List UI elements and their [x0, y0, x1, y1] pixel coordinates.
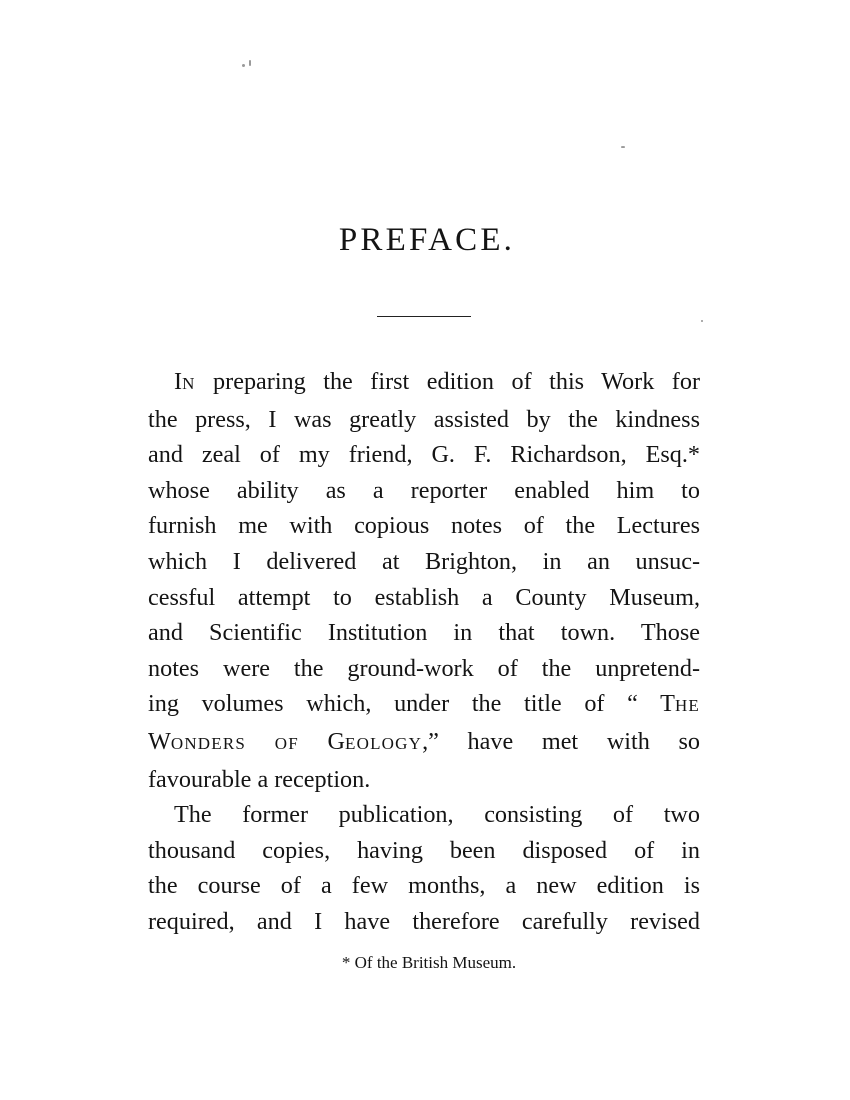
footnote [0, 953, 850, 973]
text-line: The former publication, consisting of two [174, 801, 700, 829]
text-line: required, and I have therefore carefully revised [148, 907, 700, 935]
small-caps: ONDERS [170, 733, 247, 753]
line-text: ing volumes which, under the title of “ [148, 690, 661, 718]
text-line: notes were the ground-work of the unpretend- [148, 654, 700, 682]
text-line: furnish me with copious notes of the Lectures [148, 512, 700, 540]
footnote-text: Of the British Museum. [354, 953, 517, 972]
preface-body [148, 364, 700, 940]
text-line: cessful attempt to establish a County Museum, [148, 583, 700, 611]
small-caps: G [327, 727, 346, 755]
title-divider [377, 316, 471, 317]
line-text: ,” have met with so [422, 727, 700, 755]
drop-initial: I [174, 368, 183, 395]
text-line [148, 364, 700, 402]
footnote-marker: * [341, 953, 351, 972]
page-title: PREFACE. [338, 222, 516, 258]
text-line: favourable a reception. [148, 765, 371, 793]
text-line: and zeal of my friend, G. F. Richardson, Esq.* [148, 441, 700, 469]
scan-speck [701, 320, 703, 322]
text-line: whose ability as a reporter enabled him to [148, 476, 700, 504]
text-line [148, 686, 700, 724]
text-line: the course of a few months, a new edition is [148, 872, 700, 900]
small-caps: HE [674, 696, 700, 716]
small-caps: T [660, 690, 675, 718]
scan-speck [242, 64, 245, 67]
text-line [148, 724, 700, 762]
text-line: and Scientific Institution in that town. Those [148, 619, 700, 647]
text-line: thousand copies, having been disposed of in [148, 836, 700, 864]
small-caps: OF [274, 733, 299, 753]
text-line: which I delivered at Brighton, in an unsuc- [148, 547, 700, 575]
scan-speck [621, 146, 625, 148]
scan-speck [249, 60, 251, 66]
small-caps: N [182, 374, 196, 393]
small-caps: EOLOGY [345, 733, 423, 753]
small-caps: W [148, 727, 171, 755]
line-text: preparing the first edition of this Work for [195, 368, 700, 395]
text-line: the press, I was greatly assisted by the kindness [148, 405, 700, 433]
